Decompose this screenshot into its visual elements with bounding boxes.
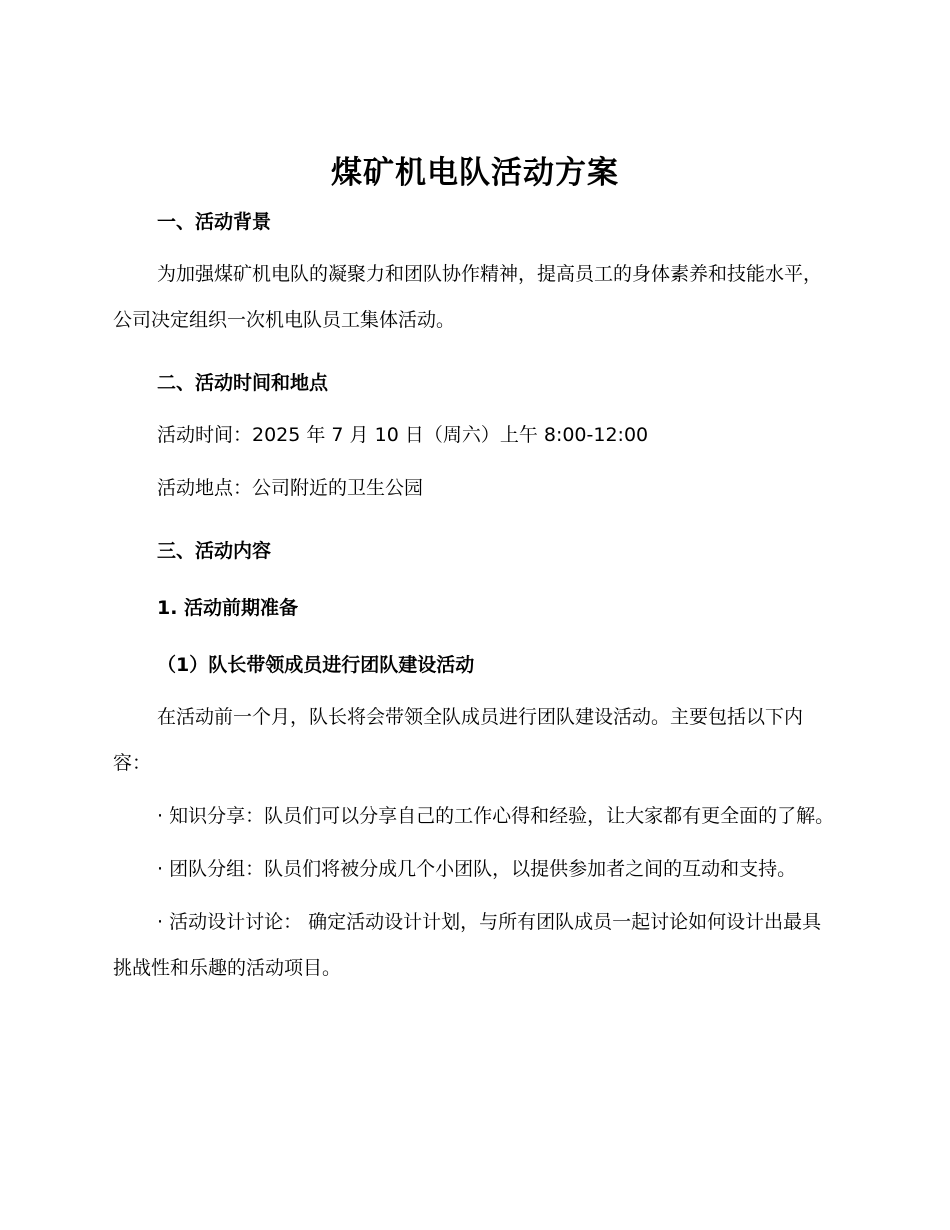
team-building-intro-paragraph: 在活动前一个月，队长将会带领全队成员进行团队建设活动。主要包括以下内容： <box>113 706 804 774</box>
background-paragraph: 为加强煤矿机电队的凝聚力和团队协作精神，提高员工的身体素养和技能水平，公司决定组织一次机电队员工集体活动。 <box>113 263 823 331</box>
subsubheading-team-building: （1）队长带领成员进行团队建设活动 <box>157 654 475 676</box>
section-heading-content: 三、活动内容 <box>157 540 272 562</box>
subheading-preparation: 1. 活动前期准备 <box>157 597 299 619</box>
bullet-knowledge-sharing: · 知识分享：队员们可以分享自己的工作心得和经验，让大家都有更全面的了解。 <box>157 805 835 827</box>
activity-time-paragraph: 活动时间：2025 年 7 月 10 日（周六）上午 8:00-12:00 <box>157 424 649 446</box>
section-heading-time-place: 二、活动时间和地点 <box>157 372 329 394</box>
section-heading-background: 一、活动背景 <box>157 211 272 233</box>
bullet-activity-design: · 活动设计讨论： 确定活动设计计划，与所有团队成员一起讨论如何设计出最具挑战性和乐趣的活动项目。 <box>113 911 822 979</box>
document-body <box>113 205 838 991</box>
bullet-team-grouping: · 团队分组：队员们将被分成几个小团队，以提供参加者之间的互动和支持。 <box>157 858 797 880</box>
activity-place-paragraph: 活动地点：公司附近的卫生公园 <box>157 477 424 499</box>
document-title: 煤矿机电队活动方案 <box>331 155 619 191</box>
